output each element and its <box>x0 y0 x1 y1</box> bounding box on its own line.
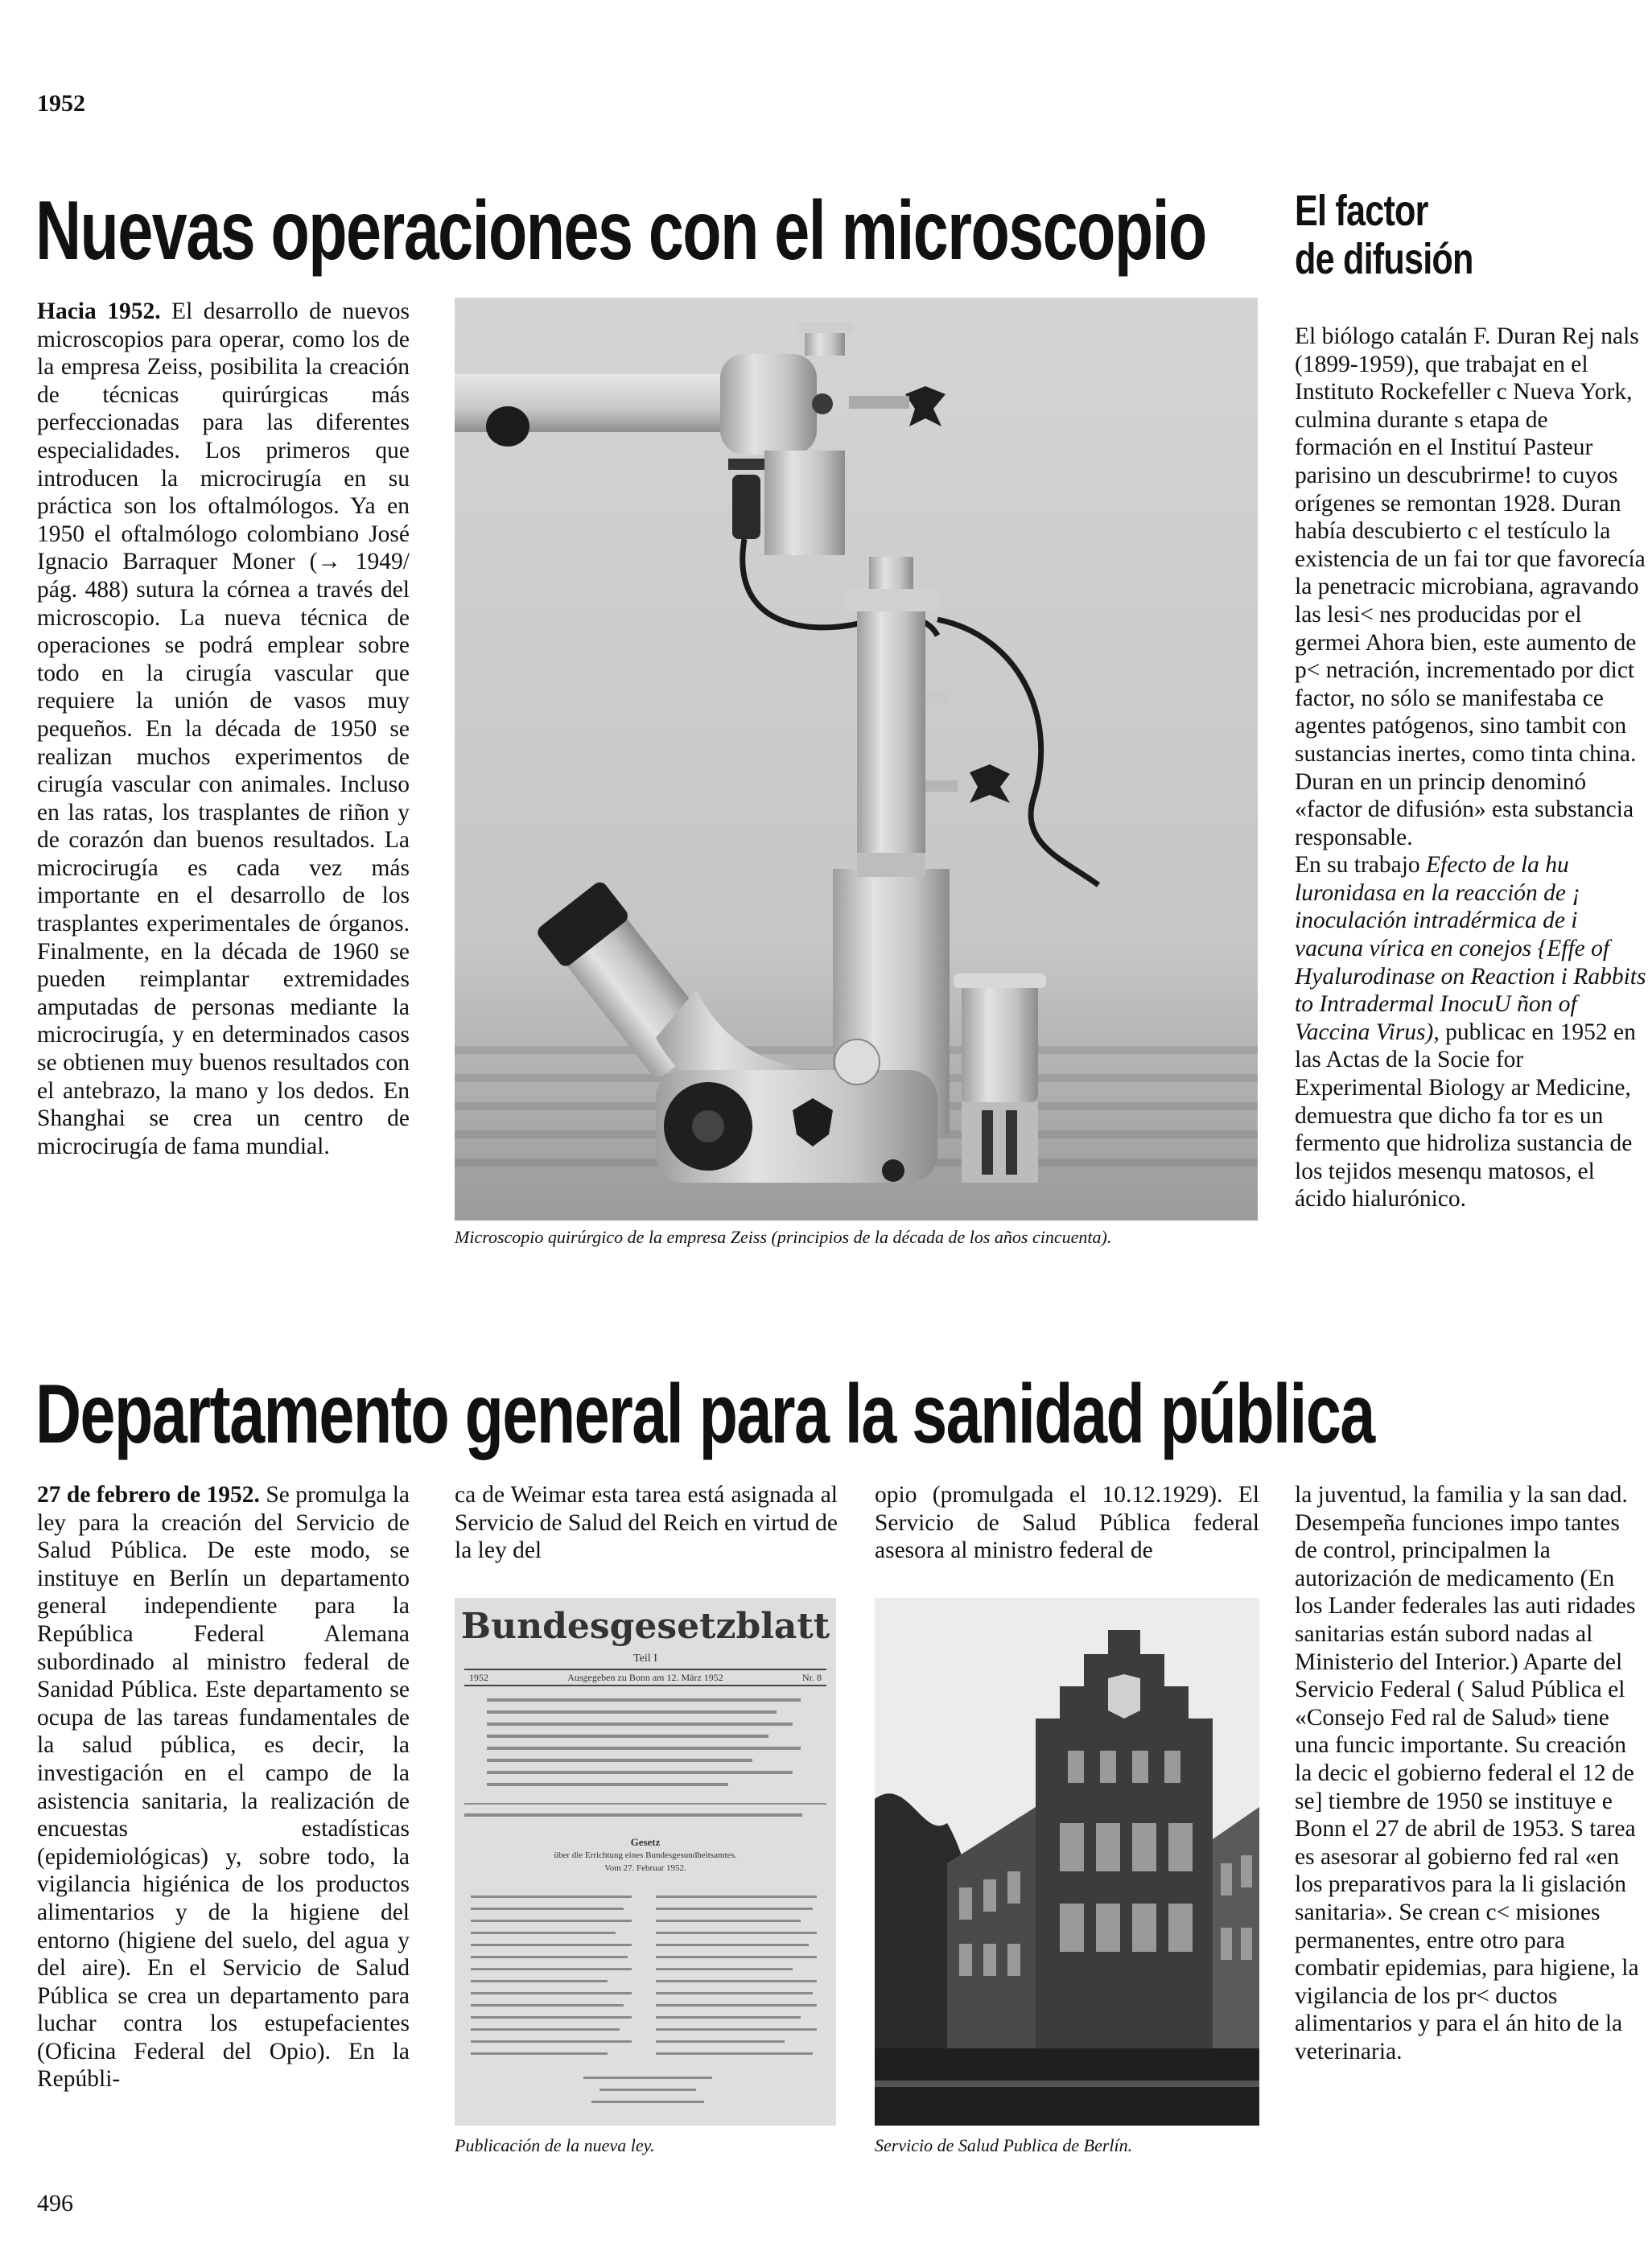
microscope-illustration <box>455 298 1258 1220</box>
article-title-health-department: Departamento general para la sanidad pública <box>35 1368 1374 1461</box>
microscope-photo <box>455 298 1258 1220</box>
gazette-law-subtitle: über die Errichtung eines Bundesgesundheitsamtes. <box>554 1850 737 1860</box>
factor-paragraph-2 <box>1295 851 1648 1213</box>
article-title-factor-line2: de difusión <box>1295 235 1473 283</box>
gazette-image <box>455 1598 836 2126</box>
gazette-issue-line: Ausgegeben zu Bonn am 12. März 1952 <box>567 1671 723 1683</box>
health-column-1 <box>37 1481 410 2093</box>
gazette-issue-year: 1952 <box>469 1671 488 1683</box>
gazette-issue-number: Nr. 8 <box>802 1671 822 1683</box>
health-lead-date: 27 de febrero de 1952. <box>37 1482 260 1508</box>
factor-paragraph-1: El biólogo catalán F. Duran Rej nals (1899-1959), que trabajat en el Instituto Rockefeller c Nueva York, culmina durante s etapa de formación en el Instituí Pasteur parisino un descubrirme! to cuyos orígenes se remontan 1928. Duran había descubierto c el testículo la existencia de un fai tor que favorecía la penetracic microbiana, agravando las lesi< nes producidas por el germei Ahora bien, este aumento de p< netración, incrementado por dict factor, no sólo se manifestaba ce agentes patógenos, sino tambit con sustancias inertes, como tinta china. Duran en un princip denominó «factor de difusión» esta substancia responsable. <box>1295 323 1646 850</box>
health-column-4-text: la juventud, la familia y la san dad. Desempeña funciones impo tantes de control, principalmen la autorización de medicamento (En los Lander federales las auti ridades sanitarias están subord nadas al Ministerio del Interior.) Aparte del Servicio Federal ( Salud Pública el «Consejo Fed ral de Salud» tiene una funcic importante. Su creación la decic el gobierno federal el 12 de se] tiembre de 1950 se instituye e Bonn el 27 de abril de 1953. S tarea es asesorar al gobierno fed ral «en los preparativos para la li gislación sanitaria». Se crean c< misiones permanentes, entre otro para combatir epidemias, para higiene, la vigilancia de los pr< ductos alimentarios y para el án hito de la veterinaria. <box>1295 1482 1639 2064</box>
factor-paragraph-2-intro: En su trabajo <box>1295 852 1420 879</box>
health-column-4 <box>1295 1481 1648 2125</box>
gazette-law-heading: Gesetz <box>630 1836 661 1848</box>
health-column-3 <box>875 1481 1259 1565</box>
article-title-factor <box>1295 187 1473 283</box>
gazette-text-lines <box>455 1598 836 2126</box>
factor-paper-title: Efecto de la hu luronidasa en la reacción de ¡ inoculación intradérmica de i vacuna vírica en conejos {Effe of Hyalurodinase on Reaction i Rabbits to Intradermal InocuU ñon of Vaccina Virus), <box>1295 852 1646 1045</box>
building-photo <box>875 1598 1259 2126</box>
article-lead-date: Hacia 1952. <box>37 298 161 324</box>
article-body-microscope <box>37 298 410 1160</box>
article-title-microscope: Nuevas operaciones con el microscopio <box>35 184 1206 278</box>
article-title-factor-line1: El factor <box>1295 187 1428 235</box>
gazette-part: Teil I <box>633 1653 657 1665</box>
factor-paragraph-2-rest: publicac en 1952 en las Actas de la Socie for Experimental Biology ar Medicine, demuestra que dicho fa tor es un fermento que hidroliza sustancia de los tejidos mesenqu matosos, el ácido hialurónico. <box>1295 1019 1636 1212</box>
health-column-3-text: opio (promulgada el 10.12.1929). El Servicio de Salud Pública federal asesora al ministro federal de <box>875 1482 1259 1564</box>
caption-microscope: Microscopio quirúrgico de la empresa Zeiss (principios de la década de los años cincuenta). <box>455 1227 1112 1247</box>
caption-building: Servicio de Salud Publica de Berlín. <box>875 2135 1133 2155</box>
building-illustration <box>875 1598 1259 2126</box>
page-year: 1952 <box>37 90 85 117</box>
page-number: 496 <box>37 2190 73 2217</box>
health-column-2 <box>455 1481 838 1565</box>
gazette-law-date: Vom 27. Februar 1952. <box>604 1863 686 1873</box>
article-body-text: El desarrollo de nuevos microscopios para operar, como los de la empresa Zeiss, posibilita la creación de técnicas quirúrgicas más perfeccionadas para las diferentes especialidades. Los primeros que introducen la microcirugía en su práctica son los oftalmólogos. Ya en 1950 el oftalmólogo colombiano José Ignacio Barraquer Moner (→ 1949/ pág. 488) sutura la córnea a través del microscopio. La nueva técnica de operaciones se podrá emplear sobre todo en la cirugía vascular que requiere la unión de vasos muy pequeños. En la década de 1950 se realizan muchos experimentos de cirugía vascular con animales. Incluso en las ratas, los trasplantes de riñon y de corazón dan buenos resultados. La microcirugía es cada vez más importante en el desarrollo de los trasplantes experimentales de órganos. Finalmente, en la década de 1960 se pueden reimplantar extremidades amputadas de personas mediante la microcirugía, y en determinados casos se obtienen muy buenos resultados con el antebrazo, la mano y los dedos. En Shanghai se crea un centro de microcirugía de fama mundial. <box>37 298 410 1159</box>
gazette-masthead: Bundesgesetzblatt <box>460 1606 830 1647</box>
article-body-factor <box>1295 323 1648 1224</box>
health-column-1-text: Se promulga la ley para la creación del Servicio de Salud Pública. De este modo, se instituye en Berlín un departamento general independiente para la República Federal Alemana subordinado al ministro federal de Sanidad Pública. Este departamento se ocupa de las tareas fundamentales de la salud pública, es decir, la investigación en el campo de la asistencia sanitaria, la realización de encuestas estadísticas (epidemiológicas) y, sobre todo, la vigilancia higiénica de los productos alimentarios y de la higiene del entorno (higiene del suelo, del agua y del aire). En el Servicio de Salud Pública se crea un departamento para luchar contra los estupefacientes (Oficina Federal del Opio). En la Repúbli- <box>37 1482 410 2093</box>
health-column-2-text: ca de Weimar esta tarea está asignada al Servicio de Salud del Reich en virtud de la ley del <box>455 1482 838 1564</box>
caption-gazette: Publicación de la nueva ley. <box>455 2135 655 2155</box>
